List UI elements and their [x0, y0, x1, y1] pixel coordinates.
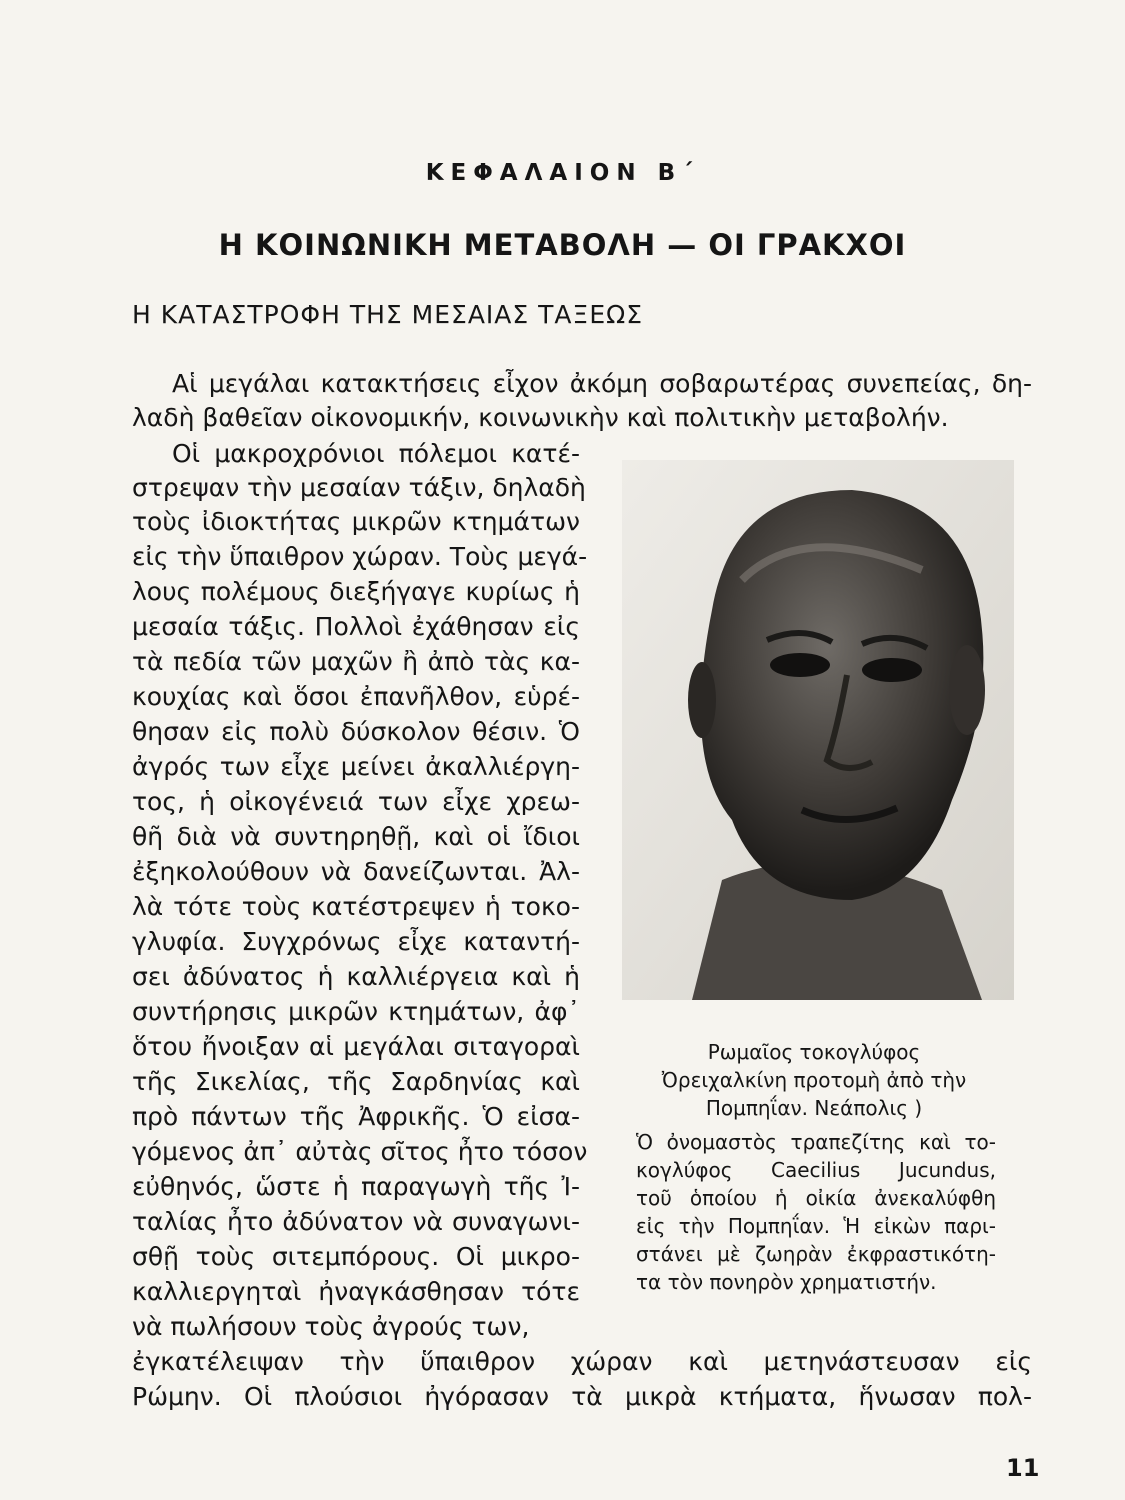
intro-line: Αἱ μεγάλαι κατακτήσεις εἶχον ἀκόμη σοβαρωτέρας συνεπείας, δη- — [172, 369, 1032, 398]
photo-description-line: κογλύφος Caecilius Jucundus, — [636, 1158, 996, 1182]
body-line: ὅτου ἤνοιξαν αἱ μεγάλαι σιταγοραὶ — [132, 1032, 580, 1061]
body-line: σθῇ τοὺς σιτεμπόρους. Οἱ μικρο- — [132, 1242, 580, 1271]
body-line: λὰ τότε τοὺς κατέστρεψεν ἡ τοκο- — [132, 892, 580, 921]
body-line: πρὸ πάντων τῆς Ἀφρικῆς. Ὁ εἰσα- — [132, 1102, 580, 1131]
page-title: Η ΚΟΙΝΩΝΙΚΗ ΜΕΤΑΒΟΛΗ — ΟΙ ΓΡΑΚΧΟΙ — [218, 228, 907, 262]
body-line: μεσαία τάξις. Πολλοὶ ἐχάθησαν εἰς — [132, 612, 580, 641]
photo-description-line: Ὁ ὀνομαστὸς τραπεζίτης καὶ το- — [636, 1130, 996, 1154]
body-line: Οἱ μακροχρόνιοι πόλεμοι κατέ- — [172, 439, 580, 468]
body-line: κουχίας καὶ ὅσοι ἐπανῆλθον, εὑρέ- — [132, 682, 580, 711]
bust-illustration — [622, 460, 1014, 1000]
body-line: ἐξηκολούθουν νὰ δανείζωνται. Ἀλ- — [132, 857, 580, 886]
photo-caption-title: Ρωμαῖος τοκογλύφος — [707, 1040, 921, 1064]
body-line: λους πολέμους διεξήγαγε κυρίως ἡ — [132, 577, 580, 606]
body-line: τὰ πεδία τῶν μαχῶν ἢ ἀπὸ τὰς κα- — [132, 647, 580, 676]
photo-description-line: τοῦ ὁποίου ἡ οἰκία ἀνεκαλύφθη — [636, 1186, 996, 1210]
body-line: τος, ἡ οἰκογένειά των εἶχε χρεω- — [132, 787, 580, 816]
body-line: εἰς τὴν ὕπαιθρον χώραν. Τοὺς μεγά- — [132, 542, 588, 571]
photo-description-line: τα τὸν πονηρὸν χρηματιστήν. — [636, 1270, 937, 1294]
portrait-bust-photo — [622, 460, 1014, 1000]
body-line: γλυφία. Συγχρόνως εἶχε καταντή- — [132, 927, 580, 956]
body-line: θησαν εἰς πολὺ δύσκολον θέσιν. Ὁ — [132, 717, 580, 746]
page-number: 11 — [1006, 1454, 1040, 1482]
body-line: γόμενος ἀπ᾿ αὐτὰς σῖτος ἦτο τόσον — [132, 1137, 588, 1166]
photo-description-line: εἰς τὴν Πομπηΐαν. Ἡ εἰκὼν παρι- — [636, 1214, 996, 1238]
body-line: σει ἀδύνατος ἡ καλλιέργεια καὶ ἡ — [132, 962, 580, 991]
body-line: ἀγρός των εἶχε μείνει ἀκαλλιέργη- — [132, 752, 580, 781]
photo-description-line: στάνει μὲ ζωηρὰν ἐκφραστικότη- — [636, 1242, 996, 1266]
body-line: καλλιεργηταὶ ἠναγκάσθησαν τότε — [132, 1277, 580, 1306]
chapter-heading: ΚΕΦΑΛΑΙΟΝ Β΄ — [425, 160, 700, 186]
section-heading: Η ΚΑΤΑΣΤΡΟΦΗ ΤΗΣ ΜΕΣΑΙΑΣ ΤΑΞΕΩΣ — [132, 300, 644, 329]
body-line: ταλίας ἦτο ἀδύνατον νὰ συναγωνι- — [132, 1207, 580, 1236]
body-line: ἐγκατέλειψαν τὴν ὕπαιθρον χώραν καὶ μετηνάστευσαν εἰς — [132, 1347, 1032, 1376]
body-line: θῆ διὰ νὰ συντηρηθῇ, καὶ οἱ ἴδιοι — [132, 822, 580, 851]
photo-caption-line: Πομπηΐαν. Νεάπολις ) — [705, 1096, 923, 1120]
body-line: νὰ πωλήσουν τοὺς ἀγρούς των, — [132, 1312, 530, 1341]
body-line: συντήρησις μικρῶν κτημάτων, ἀφ᾿ — [132, 997, 580, 1026]
photo-caption-line: Ὀρειχαλκίνη προτομὴ ἀπὸ τὴν — [661, 1068, 967, 1092]
body-line: τῆς Σικελίας, τῆς Σαρδηνίας καὶ — [132, 1067, 580, 1096]
body-line: στρεψαν τὴν μεσαίαν τάξιν, δηλαδὴ — [132, 473, 586, 502]
body-line: Ρώμην. Οἱ πλούσιοι ἠγόρασαν τὰ μικρὰ κτήματα, ἥνωσαν πολ- — [132, 1382, 1032, 1411]
body-line: τοὺς ἰδιοκτήτας μικρῶν κτημάτων — [132, 507, 580, 536]
intro-line: λαδὴ βαθεῖαν οἰκονομικήν, κοινωνικὴν καὶ πολιτικὴν μεταβολήν. — [132, 403, 949, 432]
body-line: εὐθηνός, ὥστε ἡ παραγωγὴ τῆς Ἰ- — [132, 1172, 580, 1201]
